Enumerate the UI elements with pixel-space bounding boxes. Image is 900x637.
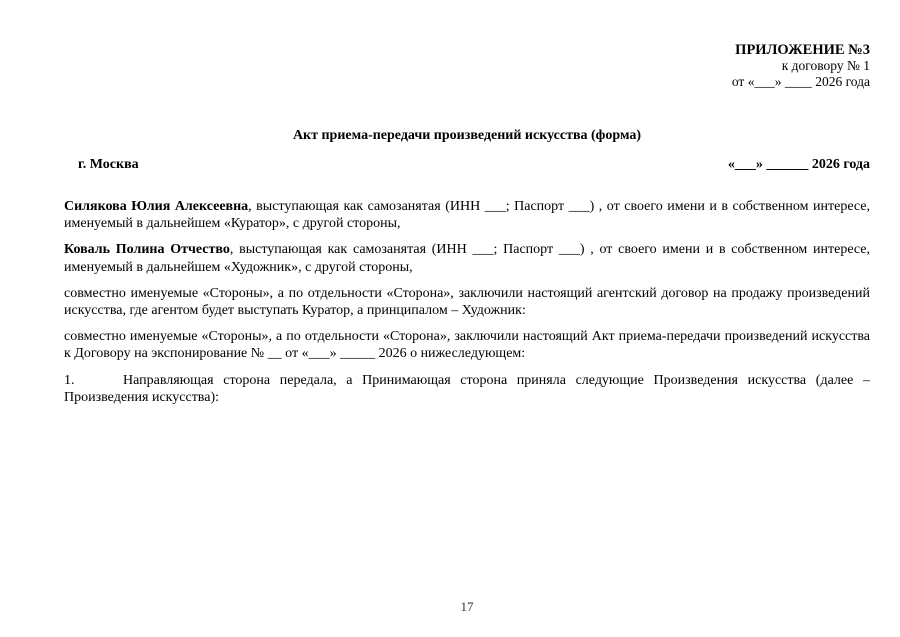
parties-agent-clause: совместно именуемые «Стороны», а по отдельности «Сторона», заключили настоящий агентский договор на продажу произведений искусства, где агентом будет выступать Куратор, а принципалом – Художник: bbox=[64, 285, 870, 319]
place-date-row bbox=[64, 157, 870, 173]
parties-act-clause: совместно именуемые «Стороны», а по отдельности «Сторона», заключили настоящий Акт приема-передачи произведений искусства к Договору на экспонирование № __ от «___» _____ 2026 о нижеследующем: bbox=[64, 329, 870, 362]
clause-1-text: Направляющая сторона передала, а Принимающая сторона приняла следующие Произведения искусства (далее – Произведения искусства): bbox=[64, 372, 870, 405]
appendix-number: ПРИЛОЖЕНИЕ №3 bbox=[735, 42, 870, 58]
party-name-artist: Коваль Полина Отчество bbox=[64, 242, 230, 258]
party-name-curator: Силякова Юлия Алексеевна bbox=[64, 199, 249, 214]
clause-1 bbox=[64, 372, 870, 406]
appendix-header bbox=[64, 42, 870, 90]
page-number: 17 bbox=[460, 599, 474, 614]
city-label: г. Москва bbox=[78, 157, 139, 172]
contract-date-line: от «___» ____ 2026 года bbox=[731, 74, 870, 89]
party-text-curator: , выступающая как самозанятая (ИНН ___; Паспорт ___) , от своего имени и в собственном интересе, именуемый в дальнейшем «Куратор», с другой стороны, bbox=[64, 199, 870, 232]
document-body bbox=[64, 198, 870, 406]
party-paragraph-artist bbox=[64, 241, 870, 275]
date-blank-line: «___» ______ 2026 года bbox=[727, 157, 870, 172]
document-title: Акт приема-передачи произведений искусства (форма) bbox=[292, 128, 642, 143]
party-paragraph-curator bbox=[64, 198, 870, 232]
party-text-artist: , выступающая как самозанятая (ИНН ___; Паспорт ___) , от своего имени и в собственном интересе, именуемый в дальнейшем «Художник», с другой стороны, bbox=[64, 242, 871, 275]
clause-1-number: 1. bbox=[64, 372, 75, 388]
contract-reference: к договору № 1 bbox=[781, 58, 870, 73]
